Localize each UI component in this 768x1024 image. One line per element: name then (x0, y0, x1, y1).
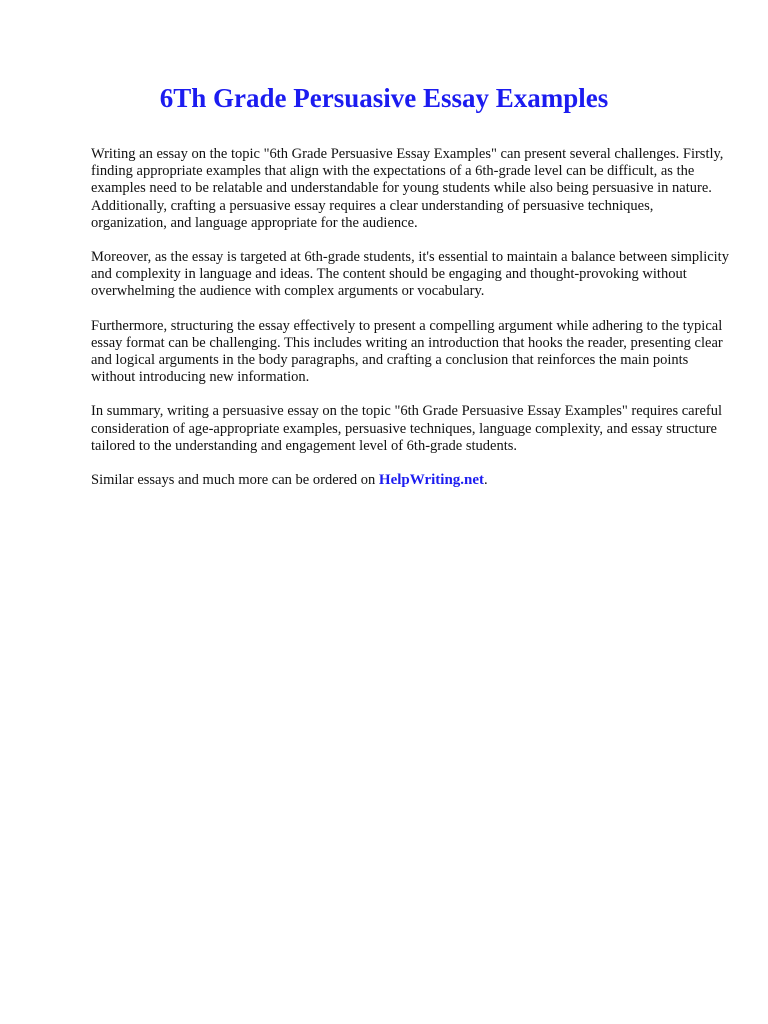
paragraph-intro: Writing an essay on the topic "6th Grade Persuasive Essay Examples" can present several challenges. Firstly, finding appropriate examples that align with the expectations of a 6th-grade level can be difficult, as the examples need to be relatable and understandable for young students while also being persuasive in nature. Additionally, crafting a persuasive essay requires a clear understanding of persuasive techniques, organization, and language appropriate for the audience. (91, 146, 724, 231)
page-title: 6Th Grade Persuasive Essay Examples (159, 83, 609, 113)
closing-text: Similar essays and much more can be ordered on (91, 472, 379, 489)
closing-line (91, 472, 731, 489)
closing-period: . (484, 472, 488, 489)
helpwriting-link[interactable]: HelpWriting.net (378, 472, 485, 489)
paragraph-summary: In summary, writing a persuasive essay on the topic "6th Grade Persuasive Essay Examples" requires careful consideration of age-appropriate examples, persuasive techniques, language complexity, and essay structure tailored to the understanding and engagement level of 6th-grade students. (91, 403, 722, 454)
document-body (91, 146, 731, 489)
paragraph-moreover: Moreover, as the essay is targeted at 6th-grade students, it's essential to maintain a balance between simplicity and complexity in language and ideas. The content should be engaging and thought-provoking without overwhelming the audience with complex arguments or vocabulary. (91, 249, 729, 300)
paragraph-furthermore: Furthermore, structuring the essay effectively to present a compelling argument while adhering to the typical essay format can be challenging. This includes writing an introduction that hooks the reader, presenting clear and logical arguments in the body paragraphs, and crafting a conclusion that reinforces the main points without introducing new information. (91, 317, 723, 386)
